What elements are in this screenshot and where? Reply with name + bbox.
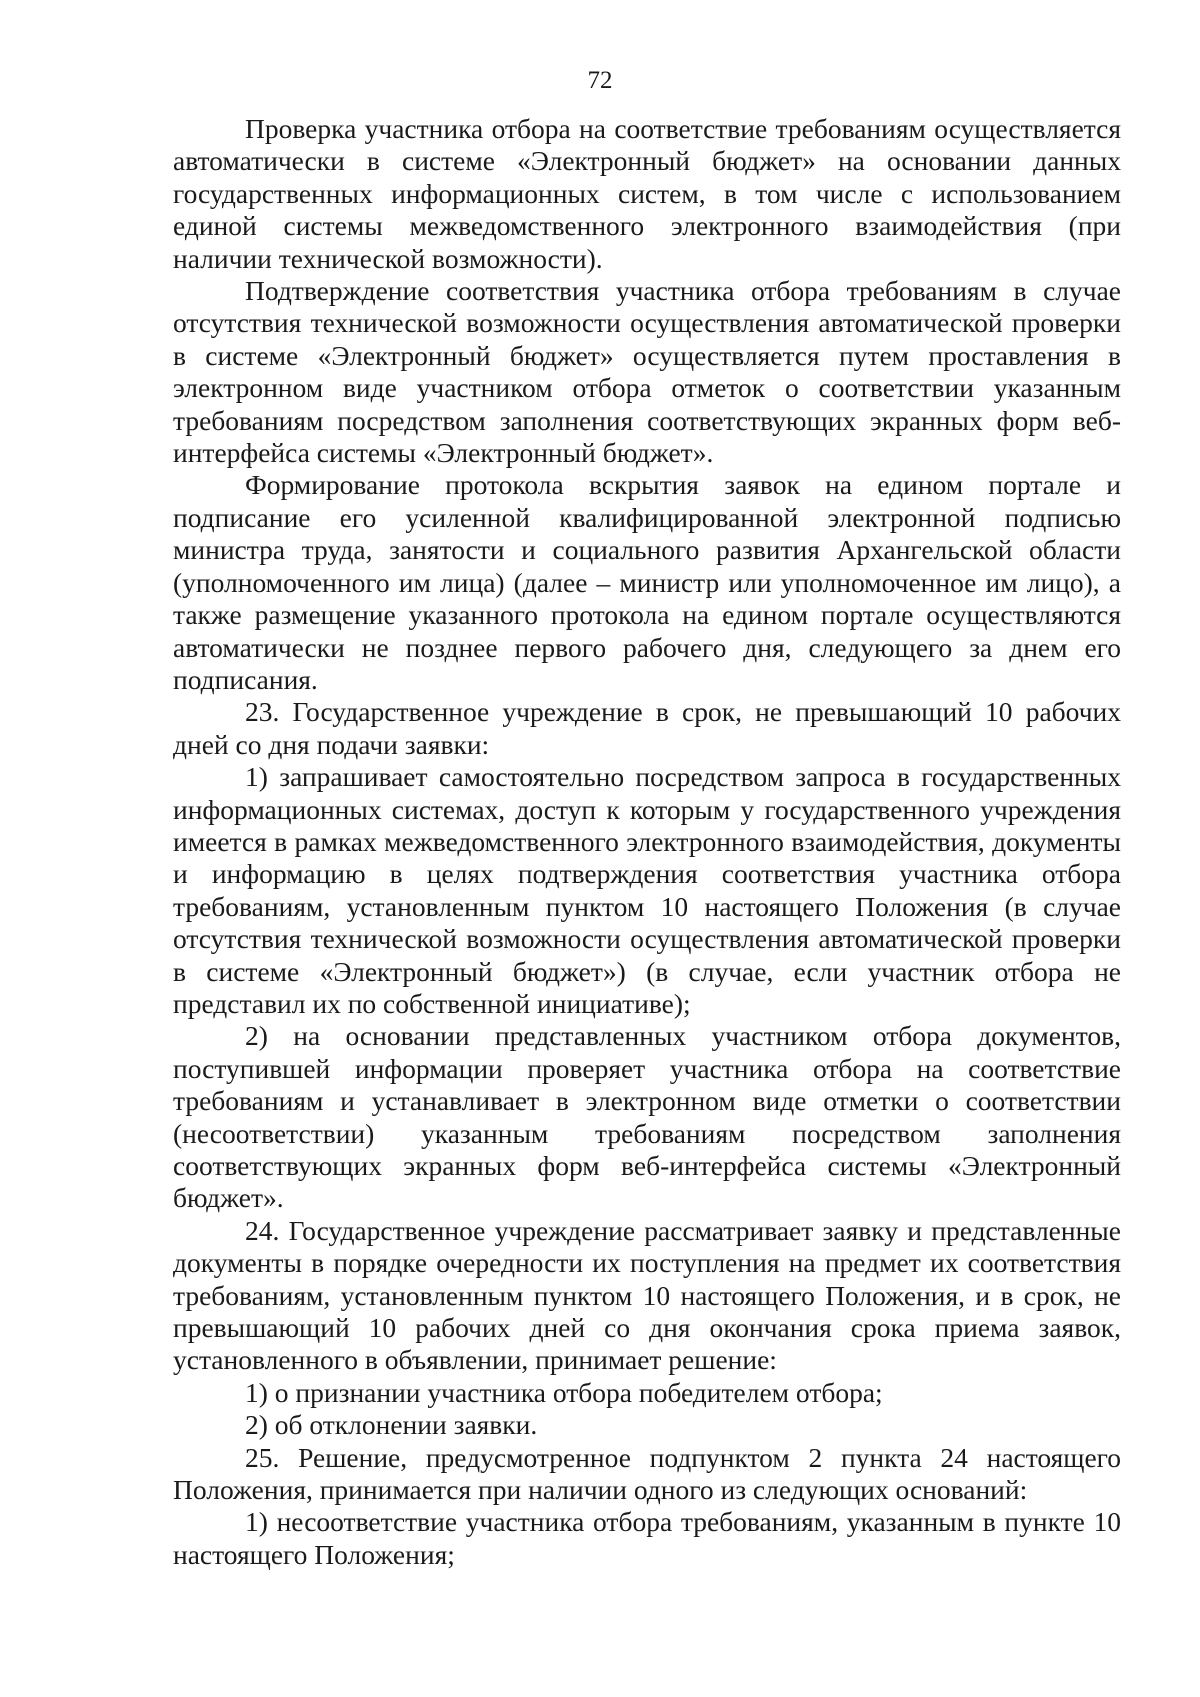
paragraph-item-24: 24. Государственное учреждение рассматривает заявку и представленные документы в порядке очередности их поступления на предмет их соответствия требованиям, установленным пунктом 10 настоящего Положения, и в срок, не превышающий 10 рабочих дней со дня окончания срока приема заявок, установленного в объявлении, принимает решение: [173,1214,1121,1376]
paragraph-item-25-sub-1: 1) несоответствие участника отбора требованиям, указанным в пункте 10 настоящего Положения; [173,1506,1121,1570]
page-number: 72 [587,67,613,94]
paragraph-opening-protocol: Формирование протокола вскрытия заявок на едином портале и подписание его усиленной квалифицированной электронной подписью министра труда, занятости и социального развития Архангельской области (уполномоченного им лица) (далее – министр или уполномоченное им лицо), а также размещение указанного протокола на едином портале осуществляются автоматически не позднее первого рабочего дня, следующего за днем его подписания. [173,469,1121,695]
paragraph-item-23-sub-1: 1) запрашивает самостоятельно посредством запроса в государственных информационных системах, доступ к которым у государственного учреждения имеется в рамках межведомственного электронного взаимодействия, документы и информацию в целях подтверждения соответствия участника отбора требованиям, установленным пунктом 10 настоящего Положения (в случае отсутствия технической возможности осуществления автоматической проверки в системе «Электронный бюджет») (в случае, если участник отбора не представил их по собственной инициативе); [173,761,1121,1019]
document-body [173,113,1121,1571]
paragraph-confirmation-manual: Подтверждение соответствия участника отбора требованиям в случае отсутствия технической возможности осуществления автоматической проверки в системе «Электронный бюджет» осуществляется путем проставления в электронном виде участником отбора отметок о соответствии указанным требованиям посредством заполнения соответствующих экранных форм веб-интерфейса системы «Электронный бюджет». [173,275,1121,469]
paragraph-item-23-sub-2: 2) на основании представленных участником отбора документов, поступившей информации проверяет участника отбора на соответствие требованиям и устанавливает в электронном виде отметки о соответствии (несоответствии) указанным требованиям посредством заполнения соответствующих экранных форм веб-интерфейса системы «Электронный бюджет». [173,1020,1121,1214]
paragraph-item-24-sub-1: 1) о признании участника отбора победителем отбора; [245,1376,883,1408]
paragraph-item-25: 25. Решение, предусмотренное подпунктом 2 пункта 24 настоящего Положения, принимается при наличии одного из следующих оснований: [173,1441,1121,1506]
paragraph-verification-automatic: Проверка участника отбора на соответствие требованиям осуществляется автоматически в системе «Электронный бюджет» на основании данных государственных информационных систем, в том числе с использованием единой системы межведомственного электронного взаимодействия (при наличии технической возможности). [173,113,1121,274]
paragraph-item-23: 23. Государственное учреждение в срок, не превышающий 10 рабочих дней со дня подачи заявки: [173,696,1121,760]
paragraph-item-24-sub-2: 2) об отклонении заявки. [245,1409,538,1441]
